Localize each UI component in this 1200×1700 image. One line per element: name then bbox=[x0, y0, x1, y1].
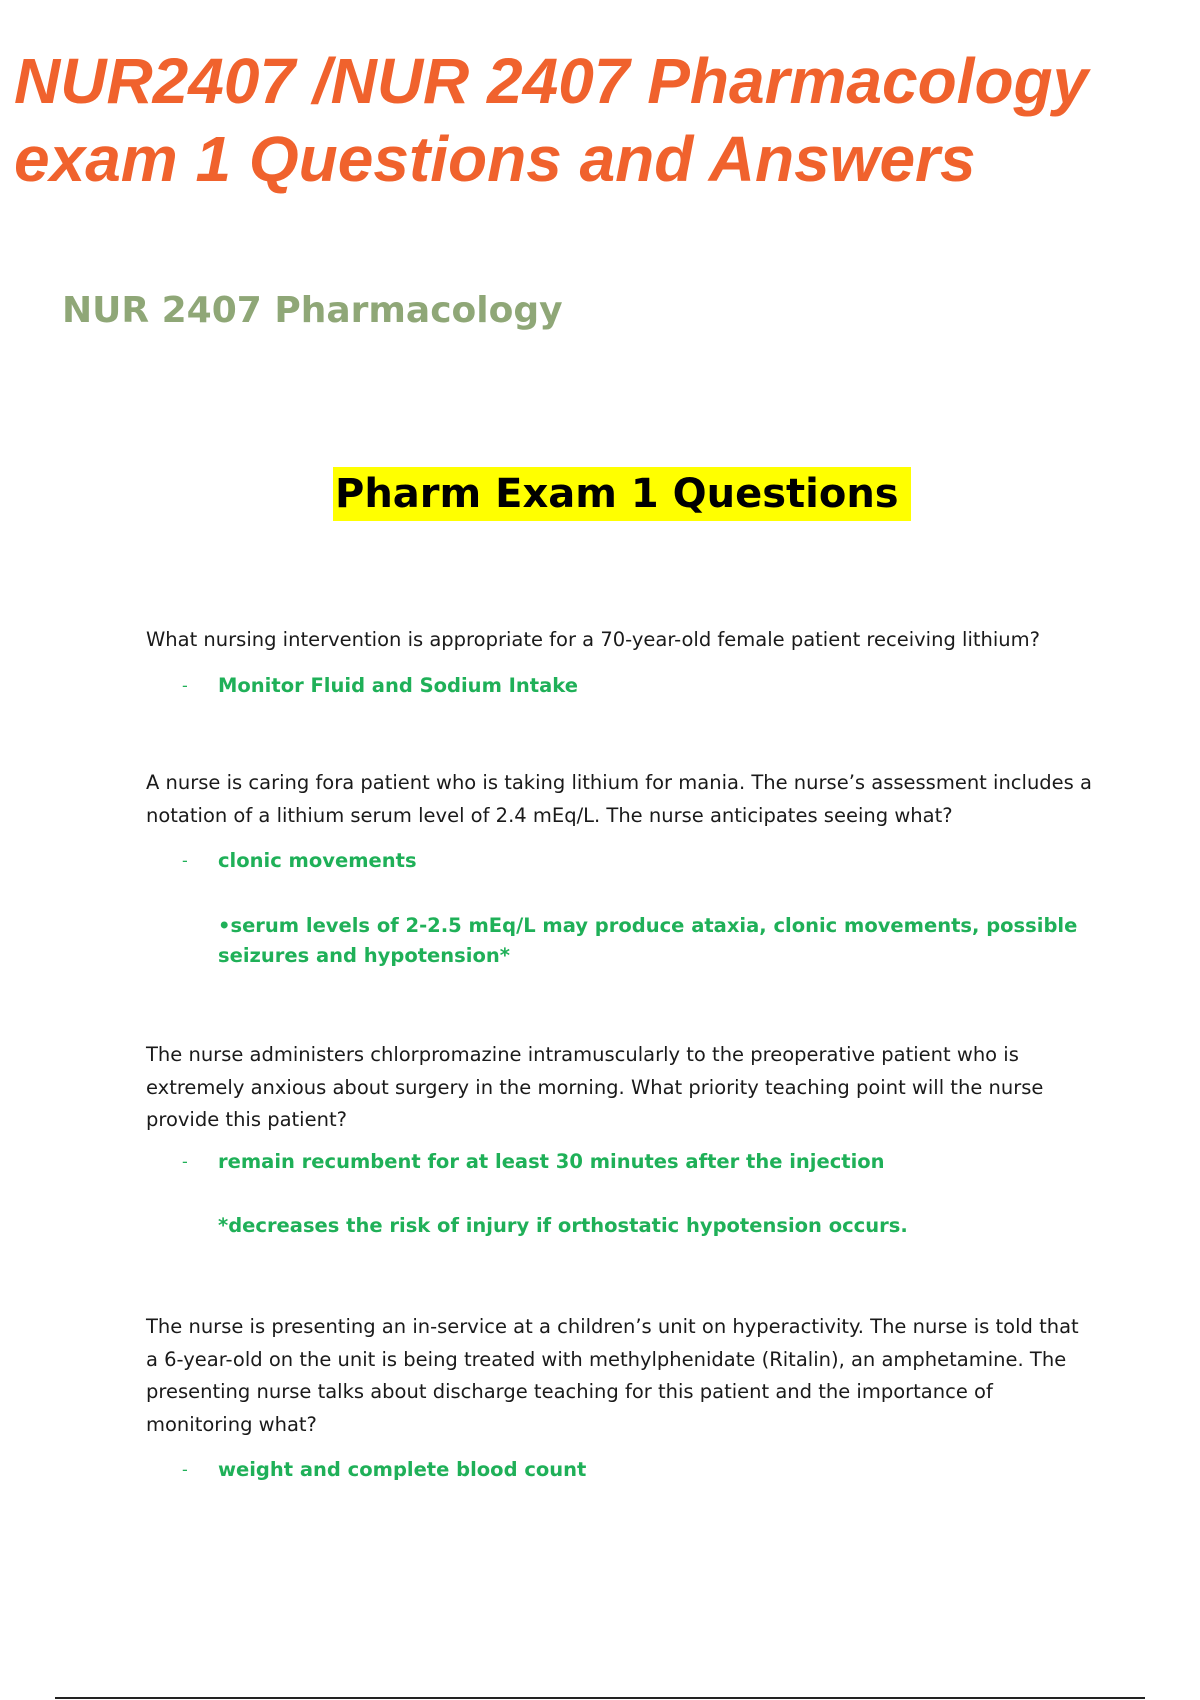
answer-row bbox=[146, 1147, 1096, 1177]
question-text: The nurse administers chlorpromazine intramuscularly to the preoperative patient who is extremely anxious about surgery in the morning. What priority teaching point will the nurse provide this patient? bbox=[146, 1043, 1044, 1131]
answer-row bbox=[146, 671, 1096, 701]
answer-text: remain recumbent for at least 30 minutes after the injection bbox=[218, 1149, 885, 1173]
question-text: What nursing intervention is appropriate for a 70-year-old female patient receiving lithium? bbox=[146, 628, 1041, 651]
answer-text: Monitor Fluid and Sodium Intake bbox=[218, 673, 578, 697]
qa-item-3 bbox=[146, 1039, 1096, 1241]
bullet-dash: - bbox=[182, 851, 188, 870]
answer-row bbox=[146, 846, 1096, 876]
section-heading: Pharm Exam 1 Questions bbox=[333, 467, 911, 521]
document-title bbox=[14, 42, 1184, 198]
course-subtitle: NUR 2407 Pharmacology bbox=[62, 290, 563, 331]
page-divider bbox=[55, 1697, 1145, 1699]
answer-text: clonic movements bbox=[218, 849, 417, 872]
bullet-dash: - bbox=[182, 675, 188, 695]
question-text: The nurse is presenting an in-service at a children’s unit on hyperactivity. The nurse is told that a 6-year-old on the unit is being treated with methylphenidate (Ritalin), an amphetamine. The presenting nurse talks about discharge teaching for this patient and the importance of monitoring what? bbox=[146, 1315, 1079, 1436]
answer-text: weight and complete blood count bbox=[218, 1458, 587, 1481]
qa-item-1 bbox=[146, 624, 1096, 701]
qa-item-2 bbox=[146, 767, 1096, 971]
answer-note: •serum levels of 2-2.5 mEq/L may produce ataxia, clonic movements, possible seizures and hypotension* bbox=[218, 914, 1078, 967]
answer-note: *decreases the risk of injury if orthostatic hypotension occurs. bbox=[218, 1213, 908, 1237]
bullet-dash: - bbox=[182, 1460, 188, 1479]
answer-row bbox=[146, 1455, 1096, 1485]
bullet-dash: - bbox=[182, 1151, 188, 1171]
document-title-line-1: NUR2407 /NUR 2407 Pharmacology bbox=[14, 45, 1089, 117]
question-text: A nurse is caring fora patient who is taking lithium for mania. The nurse’s assessment includes a notation of a lithium serum level of 2.4 mEq/L. The nurse anticipates seeing what? bbox=[146, 771, 1092, 827]
qa-item-4 bbox=[146, 1311, 1096, 1485]
document-title-line-2: exam 1 Questions and Answers bbox=[14, 123, 976, 195]
